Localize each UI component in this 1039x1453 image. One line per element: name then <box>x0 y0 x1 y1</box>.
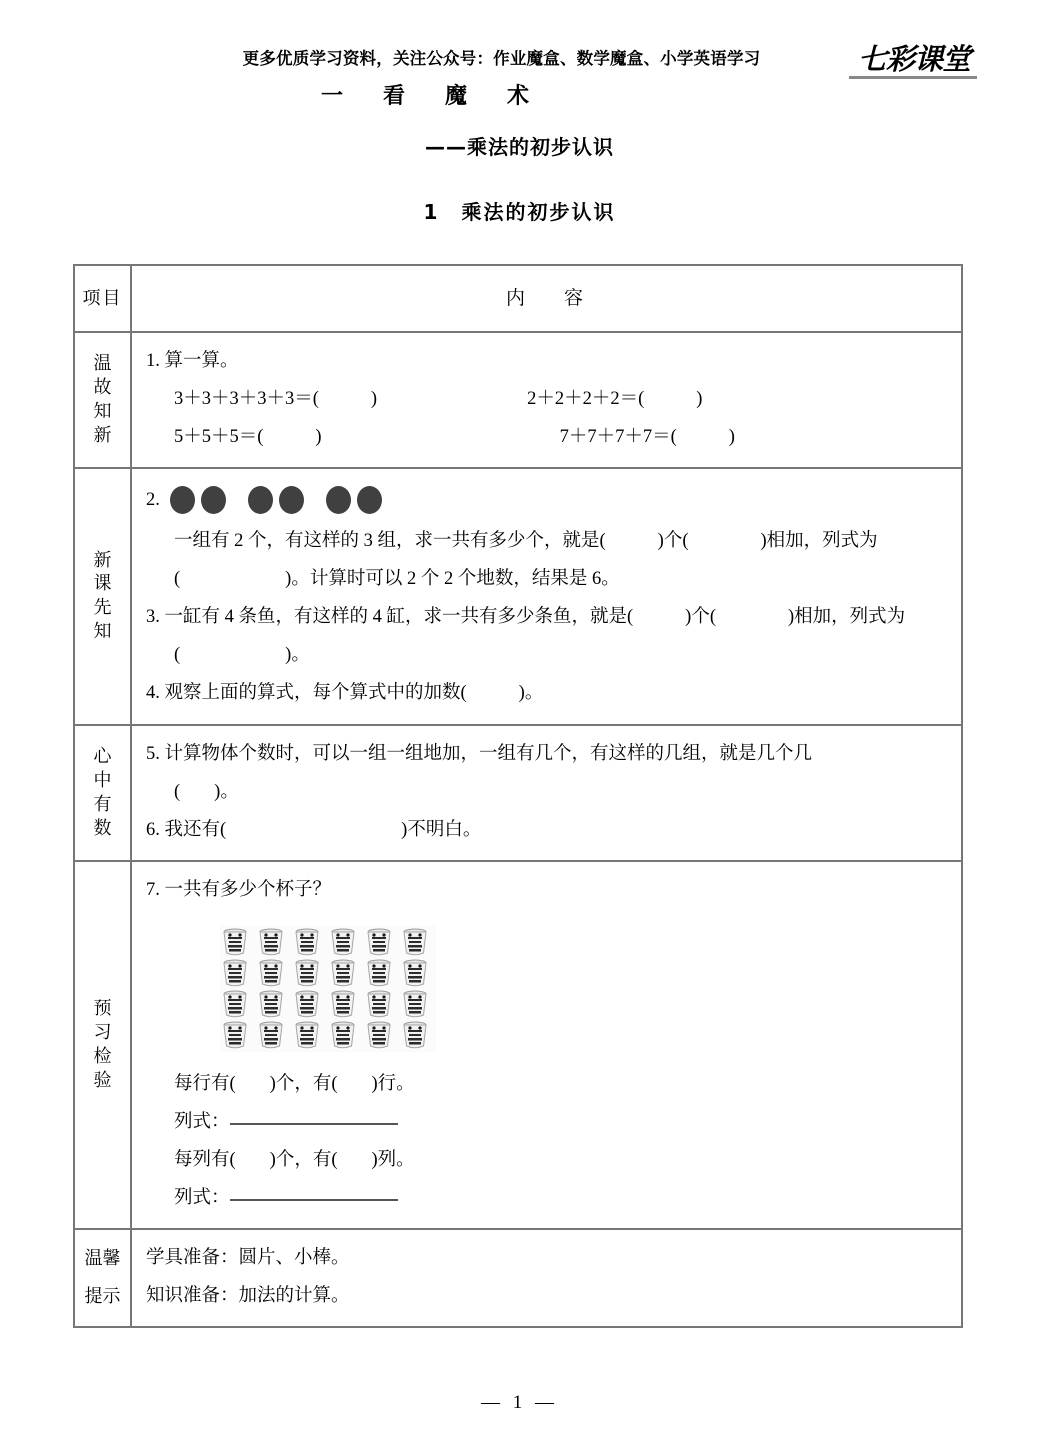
category-char: 心 <box>93 745 112 766</box>
col-text-c: )列。 <box>371 1149 415 1170</box>
q2-text-d: ( <box>174 569 181 590</box>
promo-banner: 更多优质学习资料，关注公众号：作业魔盒、数学魔盒、小学英语学习 <box>242 49 761 68</box>
formula-blank-line[interactable] <box>230 1122 398 1125</box>
cup-icon <box>364 1021 398 1052</box>
formula-line-2 <box>146 1180 953 1216</box>
row-count-line <box>146 1066 953 1102</box>
table-row <box>75 862 961 1230</box>
section-content-review <box>132 333 961 467</box>
q2-text-c: )相加，列式为 <box>760 531 878 552</box>
category-label-review <box>75 333 132 467</box>
cup-icon <box>328 959 362 990</box>
cup-icon <box>220 928 254 959</box>
section-content-check <box>132 862 961 1228</box>
section-content-tips <box>132 1230 961 1326</box>
cups-illustration <box>220 926 436 1052</box>
tips-label-line-1: 温馨 <box>84 1248 121 1269</box>
question-3-line-1 <box>146 599 953 635</box>
cup-icon <box>292 959 326 990</box>
expr-2-left: 5＋5＋5＝( <box>174 427 264 448</box>
page-number: — 1 — <box>481 1392 558 1413</box>
dot-icon <box>248 486 273 514</box>
question-6-line <box>146 812 953 848</box>
q5-text-b: ( <box>174 781 181 802</box>
expr-1-left-close: ) <box>370 389 378 410</box>
column-count-line <box>146 1142 953 1178</box>
expr-1-right-close: ) <box>696 389 703 410</box>
question-4-line <box>146 675 953 711</box>
question-5-line-1: 5. 计算物体个数时，可以一组一组地加，一组有几个，有这样的几组，就是几个几 <box>146 743 813 764</box>
table-row <box>75 333 961 469</box>
q2-text-e: )。计算时可以 2 个 2 个地数，结果是 6。 <box>285 569 620 590</box>
category-char: 习 <box>93 1021 112 1042</box>
section-content-preview <box>132 469 961 723</box>
brand-logo <box>849 44 979 79</box>
brand-logo-text: 七彩课堂 <box>857 42 970 76</box>
q3-text-a: 3. 一缸有 4 条鱼，有这样的 4 缸，求一共有多少条鱼，就是( <box>146 607 634 628</box>
question-7-prompt: 7. 一共有多少个杯子？ <box>146 879 332 900</box>
cup-icon <box>328 1021 362 1052</box>
expr-1-left: 3＋3＋3＋3＋3＝( <box>174 389 319 410</box>
category-label-check <box>75 862 132 1228</box>
cup-icon <box>364 928 398 959</box>
category-char: 新 <box>93 425 112 446</box>
dot-icon <box>279 486 304 514</box>
category-label-preview <box>75 469 132 723</box>
question-2-number: 2. <box>146 490 160 511</box>
col-text-b: )个，有( <box>269 1149 338 1170</box>
table-row-tips <box>75 1230 961 1326</box>
q6-text-a: 6. 我还有( <box>146 819 227 840</box>
lesson-title: 1 乘法的初步认识 <box>423 200 616 224</box>
cup-icon <box>220 959 254 990</box>
table-row <box>75 726 961 862</box>
formula-label-1: 列式： <box>174 1111 230 1132</box>
row-text-c: )行。 <box>371 1073 415 1094</box>
category-char: 有 <box>93 793 112 814</box>
category-char: 温 <box>93 353 112 374</box>
formula-label-2: 列式： <box>174 1187 230 1208</box>
q3-text-c: )相加，列式为 <box>788 607 906 628</box>
q4-text-b: )。 <box>518 683 544 704</box>
q4-text-a: 4. 观察上面的算式，每个算式中的加数( <box>146 683 467 704</box>
category-char: 知 <box>93 621 112 642</box>
question-1-prompt: 1. 算一算。 <box>146 351 239 372</box>
category-char: 中 <box>93 769 112 790</box>
tips-line-2: 知识准备：加法的计算。 <box>146 1286 350 1307</box>
cup-icon <box>292 928 326 959</box>
category-label-understanding <box>75 726 132 860</box>
category-char: 新 <box>93 549 112 570</box>
category-char: 检 <box>93 1045 112 1066</box>
category-char: 先 <box>93 597 112 618</box>
question-2-line-2 <box>146 561 953 597</box>
question-2-line-1 <box>146 523 953 559</box>
category-char: 故 <box>93 377 112 398</box>
dot-group <box>326 486 382 514</box>
dot-icon <box>170 486 195 514</box>
worksheet-table <box>73 264 963 1328</box>
q3-text-e: )。 <box>285 645 310 666</box>
expr-1-right: 2＋2＋2＋2＝( <box>527 389 645 410</box>
q3-text-d: ( <box>174 645 181 666</box>
cup-icon <box>256 990 290 1021</box>
cup-icon <box>256 959 290 990</box>
question-1-row-1 <box>146 381 953 417</box>
expr-2-right-close: ) <box>728 427 735 448</box>
cup-icon <box>400 1021 434 1052</box>
cup-icon <box>292 990 326 1021</box>
cup-icon <box>400 928 434 959</box>
q3-text-b: )个( <box>685 607 716 628</box>
question-3-line-2 <box>146 637 953 673</box>
cup-icon <box>256 928 290 959</box>
category-label-tips <box>75 1230 132 1326</box>
cup-icon <box>364 990 398 1021</box>
category-char: 验 <box>93 1069 112 1090</box>
dot-group <box>170 486 226 514</box>
cup-icon <box>328 928 362 959</box>
q2-text-b: )个( <box>657 531 689 552</box>
question-2-dots-illustration <box>146 483 953 517</box>
table-header-row <box>75 266 961 333</box>
tips-label-line-2: 提示 <box>84 1286 121 1307</box>
dot-icon <box>357 486 382 514</box>
dot-icon <box>201 486 226 514</box>
table-header-col-content: 内 容 <box>505 288 593 309</box>
cup-icon <box>364 959 398 990</box>
row-text-b: )个，有( <box>269 1073 338 1094</box>
category-char: 课 <box>93 573 112 594</box>
dot-icon <box>326 486 351 514</box>
q6-text-b: )不明白。 <box>401 819 482 840</box>
table-header-col-item: 项目 <box>75 266 132 331</box>
formula-line-1 <box>146 1104 953 1140</box>
question-5-line-2 <box>146 774 953 810</box>
unit-subtitle: ——乘法的初步认识 <box>425 135 614 159</box>
row-text-a: 每行有( <box>174 1073 236 1094</box>
tips-line-1: 学具准备：圆片、小棒。 <box>146 1248 350 1269</box>
expr-2-right: 7＋7＋7＋7＝( <box>559 427 677 448</box>
col-text-a: 每列有( <box>174 1149 236 1170</box>
section-content-understanding <box>132 726 961 860</box>
cup-icon <box>400 990 434 1021</box>
category-char: 知 <box>93 401 112 422</box>
cup-icon <box>220 990 254 1021</box>
table-row <box>75 469 961 725</box>
category-char: 预 <box>93 998 112 1019</box>
category-char: 数 <box>93 817 112 838</box>
expr-2-left-close: ) <box>315 427 322 448</box>
formula-blank-line[interactable] <box>230 1198 398 1201</box>
dot-group <box>248 486 304 514</box>
q5-text-c: )。 <box>214 781 239 802</box>
unit-title: 一 看 魔 术 <box>320 84 538 109</box>
q2-text-a: 一组有 2 个，有这样的 3 组，求一共有多少个，就是( <box>174 531 606 552</box>
cup-icon <box>256 1021 290 1052</box>
cup-icon <box>220 1021 254 1052</box>
cup-icon <box>292 1021 326 1052</box>
cup-icon <box>400 959 434 990</box>
cup-icon <box>328 990 362 1021</box>
question-1-row-2 <box>146 419 953 455</box>
